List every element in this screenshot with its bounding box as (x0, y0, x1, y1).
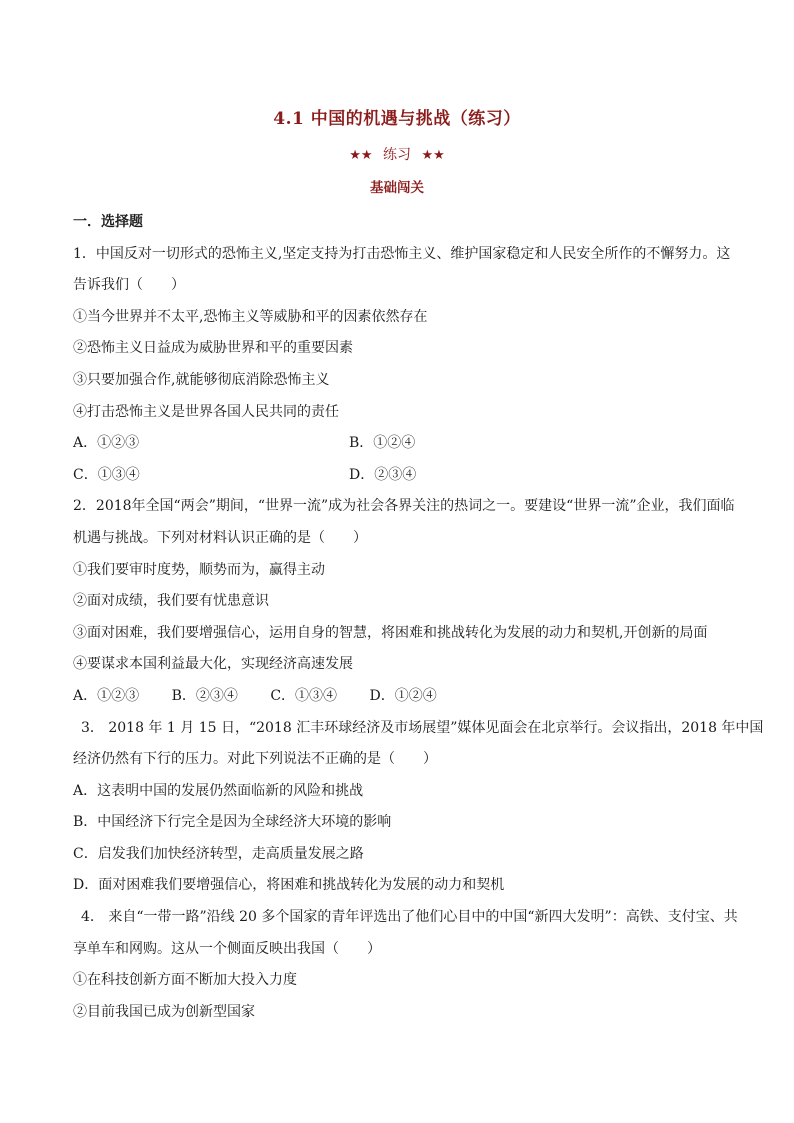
question-3 (73, 713, 764, 903)
question-3-option-c[interactable]: C．启发我们加快经济转型，走高质量发展之路 (73, 845, 364, 862)
question-1-item: ②恐怖主义日益成为威胁世界和平的重要因素 (73, 340, 353, 357)
question-2-item: ①我们要审时度势，顺势而为，赢得主动 (73, 561, 325, 578)
question-1-option-c[interactable]: C．①③④ (73, 466, 140, 483)
question-2-option-c[interactable]: C．①③④ (270, 687, 338, 704)
question-1-option-b[interactable]: B．①②④ (349, 435, 416, 452)
question-4 (73, 902, 738, 1028)
question-content (73, 207, 764, 1028)
question-1-option-a[interactable]: A．①②③ (73, 435, 140, 452)
question-4-item: ①在科技创新方面不断加大投入力度 (73, 972, 297, 989)
question-3-stem-line-2: 经济仍然有下行的压力。对此下列说法不正确的是（ ） (73, 751, 437, 768)
question-3-option-a[interactable]: A．这表明中国的发展仍然面临新的风险和挑战 (73, 782, 364, 799)
question-2-option-b[interactable]: B．②③④ (171, 687, 238, 704)
question-1-stem-line-1: 1．中国反对一切形式的恐怖主义,坚定支持为打击恐怖主义、维护国家稳定和人民安全所作的不懈努力。这 (73, 245, 731, 262)
section-heading: 一．选择题 (73, 214, 143, 230)
question-2 (73, 491, 735, 712)
question-2-stem-line-1: 2．2018年全国“两会”期间，“世界一流”成为社会各界关注的热词之一。要建设“世界一流”企业，我们面临 (73, 498, 735, 515)
question-2-item: ②面对成绩，我们要有忧患意识 (73, 593, 269, 610)
question-1 (73, 239, 731, 492)
level-heading: 基础闯关 (370, 180, 424, 196)
question-2-item: ③面对困难，我们要增强信心，运用自身的智慧，将困难和挑战转化为发展的动力和契机,开创新的局面 (73, 624, 708, 641)
question-3-option-d[interactable]: D．面对困难我们要增强信心，将困难和挑战转化为发展的动力和契机 (73, 877, 505, 894)
question-1-options-row-2 (73, 460, 725, 492)
question-2-stem-line-2: 机遇与挑战。下列对材料认识正确的是（ ） (73, 529, 367, 546)
stars-left: ★★ (349, 148, 373, 163)
question-2-option-d[interactable]: D．①②④ (369, 687, 437, 704)
question-1-stem-line-2: 告诉我们（ ） (73, 277, 185, 294)
question-4-stem-line-1: 4． 来自“一带一路”沿线 20 多个国家的青年评选出了他们心目中的中国“新四大发明”：高铁、支付宝、共 (81, 909, 738, 926)
stars-right: ★★ (421, 148, 445, 163)
question-4-item: ②目前我国已成为创新型国家 (73, 1003, 255, 1020)
subtitle-label: 练习 (383, 147, 411, 163)
question-2-option-a[interactable]: A．①②③ (73, 687, 140, 704)
question-4-stem-line-2: 享单车和网购。这从一个侧面反映出我国（ ） (73, 940, 381, 957)
subtitle-row (0, 144, 794, 164)
question-2-item: ④要谋求本国利益最大化，实现经济高速发展 (73, 656, 353, 673)
question-1-item: ④打击恐怖主义是世界各国人民共同的责任 (73, 403, 339, 420)
page-title: 4.1 中国的机遇与挑战（练习） (273, 109, 521, 129)
question-3-option-b[interactable]: B．中国经济下行完全是因为全球经济大环境的影响 (73, 814, 392, 831)
question-1-item: ③只要加强合作,就能够彻底消除恐怖主义 (73, 371, 330, 388)
question-1-option-d[interactable]: D．②③④ (349, 466, 417, 483)
question-1-options-row-1 (73, 428, 725, 460)
question-2-options-row (73, 681, 725, 713)
question-1-item: ①当今世界并不太平,恐怖主义等威胁和平的因素依然存在 (73, 308, 428, 325)
question-3-stem-line-1: 3． 2018 年 1 月 15 日，“2018 汇丰环球经济及市场展望”媒体见面会在北京举行。会议指出，2018 年中国 (81, 719, 764, 736)
